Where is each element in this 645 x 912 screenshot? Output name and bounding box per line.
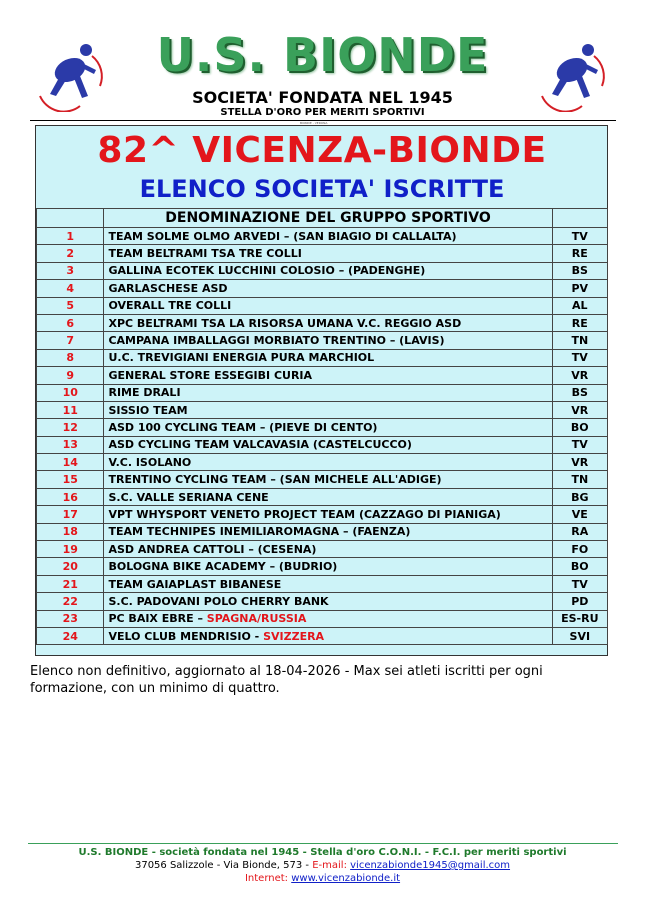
disclaimer-note: Elenco non definitivo, aggiornato al 18-04-2026 - Max sei atleti iscritti per ogni formazione, con un minimo di quattro. (30, 664, 543, 696)
table-row (37, 280, 608, 297)
fine-print: BIONDE - VERONA (300, 121, 328, 125)
header-prov-cell (552, 209, 607, 228)
team-province: BG (552, 488, 607, 505)
team-number: 15 (37, 471, 104, 488)
team-name: ASD CYCLING TEAM VALCAVASIA (CASTELCUCCO) (104, 436, 552, 453)
table-row (37, 488, 608, 505)
footer-contact (0, 860, 645, 871)
team-province: ES-RU (552, 610, 607, 627)
table-row (37, 401, 608, 418)
club-founded: SOCIETA' FONDATA NEL 1945 (192, 88, 453, 107)
list-title: ELENCO SOCIETA' ISCRITTE (139, 175, 505, 203)
team-province: BS (552, 384, 607, 401)
team-country: SPAGNA/RUSSIA (206, 612, 307, 626)
team-name: BOLOGNA BIKE ACADEMY – (BUDRIO) (104, 558, 552, 575)
team-name (104, 610, 552, 627)
team-number: 14 (37, 454, 104, 471)
table-row (37, 558, 608, 575)
team-province: VR (552, 454, 607, 471)
team-name: U.C. TREVIGIANI ENERGIA PURA MARCHIOL (104, 349, 552, 366)
team-number: 24 (37, 627, 104, 644)
team-name: OVERALL TRE COLLI (104, 297, 552, 314)
team-number: 7 (37, 332, 104, 349)
team-name: V.C. ISOLANO (104, 454, 552, 471)
header-name-cell: DENOMINAZIONE DEL GRUPPO SPORTIVO (104, 209, 552, 228)
team-number: 11 (37, 401, 104, 418)
team-province: VR (552, 401, 607, 418)
team-name (104, 627, 552, 644)
team-province: VE (552, 506, 607, 523)
footer-divider (28, 843, 618, 844)
team-number: 10 (37, 384, 104, 401)
club-award: STELLA D'ORO PER MERITI SPORTIVI (220, 107, 425, 118)
team-number: 16 (37, 488, 104, 505)
team-province: PV (552, 280, 607, 297)
team-number: 13 (37, 436, 104, 453)
team-number: 3 (37, 262, 104, 279)
team-name: TEAM SOLME OLMO ARVEDI – (SAN BIAGIO DI CALLALTA) (104, 228, 552, 245)
table-row (37, 523, 608, 540)
team-number: 22 (37, 593, 104, 610)
team-number: 8 (37, 349, 104, 366)
team-number: 1 (37, 228, 104, 245)
table-row (37, 627, 608, 644)
team-province: VR (552, 367, 607, 384)
table-row (37, 419, 608, 436)
team-number: 5 (37, 297, 104, 314)
team-name: TEAM BELTRAMI TSA TRE COLLI (104, 245, 552, 262)
table-row (37, 297, 608, 314)
team-province: BS (552, 262, 607, 279)
team-name-text: VELO CLUB MENDRISIO - (108, 629, 264, 643)
team-name: ASD 100 CYCLING TEAM – (PIEVE DI CENTO) (104, 419, 552, 436)
team-province: AL (552, 297, 607, 314)
email-label: E-mail: (312, 860, 351, 871)
team-name: TRENTINO CYCLING TEAM – (SAN MICHELE ALL'ADIGE) (104, 471, 552, 488)
team-name: TEAM GAIAPLAST BIBANESE (104, 575, 552, 592)
team-province: BO (552, 558, 607, 575)
team-province: RA (552, 523, 607, 540)
team-name: XPC BELTRAMI TSA LA RISORSA UMANA V.C. REGGIO ASD (104, 314, 552, 331)
team-province: PD (552, 593, 607, 610)
table-row (37, 575, 608, 592)
team-number: 21 (37, 575, 104, 592)
table-row (37, 332, 608, 349)
team-name: RIME DRALI (104, 384, 552, 401)
internet-label: Internet: (244, 873, 292, 884)
team-number: 20 (37, 558, 104, 575)
team-province: TV (552, 228, 607, 245)
team-number: 2 (37, 245, 104, 262)
table-row (37, 228, 608, 245)
team-province: BO (552, 419, 607, 436)
team-number: 17 (37, 506, 104, 523)
team-name: GALLINA ECOTEK LUCCHINI COLOSIO – (PADENGHE) (104, 262, 552, 279)
race-title: 82^ VICENZA-BIONDE (97, 130, 547, 171)
table-row (37, 471, 608, 488)
table-row (37, 593, 608, 610)
table-row (37, 314, 608, 331)
team-name: ASD ANDREA CATTOLI – (CESENA) (104, 541, 552, 558)
team-number: 6 (37, 314, 104, 331)
website-link[interactable]: www.vicenzabionde.it (291, 873, 401, 884)
team-name: VPT WHYSPORT VENETO PROJECT TEAM (CAZZAGO DI PIANIGA) (104, 506, 552, 523)
header-num-cell (37, 209, 104, 228)
team-name: GENERAL STORE ESSEGIBI CURIA (104, 367, 552, 384)
table-row (37, 349, 608, 366)
footer-website (0, 873, 645, 884)
team-number: 23 (37, 610, 104, 627)
team-name: S.C. VALLE SERIANA CENE (104, 488, 552, 505)
team-province: RE (552, 245, 607, 262)
team-country: SVIZZERA (263, 629, 325, 643)
club-name: U.S. BIONDE (156, 28, 489, 82)
footer-address: 37056 Salizzole - Via Bionde, 573 - (134, 860, 313, 871)
table-row (37, 384, 608, 401)
team-province: TN (552, 471, 607, 488)
table-row (37, 367, 608, 384)
team-province: TV (552, 436, 607, 453)
team-name: GARLASCHESE ASD (104, 280, 552, 297)
team-number: 18 (37, 523, 104, 540)
team-number: 19 (37, 541, 104, 558)
team-province: SVI (552, 627, 607, 644)
team-province: FO (552, 541, 607, 558)
team-name: S.C. PADOVANI POLO CHERRY BANK (104, 593, 552, 610)
team-name: CAMPANA IMBALLAGGI MORBIATO TRENTINO – (LAVIS) (104, 332, 552, 349)
team-province: TV (552, 349, 607, 366)
email-link[interactable]: vicenzabionde1945@gmail.com (350, 860, 511, 871)
team-province: RE (552, 314, 607, 331)
team-number: 4 (37, 280, 104, 297)
team-number: 12 (37, 419, 104, 436)
footer-line1: U.S. BIONDE - società fondata nel 1945 - Stella d'oro C.O.N.I. - F.C.I. per meriti sportivi (78, 847, 567, 858)
table-row (37, 454, 608, 471)
teams-table (36, 208, 608, 645)
team-name-text: PC BAIX EBRE – (108, 612, 207, 626)
team-number: 9 (37, 367, 104, 384)
team-province: TN (552, 332, 607, 349)
table-row (37, 610, 608, 627)
table-row (37, 262, 608, 279)
team-province: TV (552, 575, 607, 592)
table-row (37, 541, 608, 558)
team-name: SISSIO TEAM (104, 401, 552, 418)
table-header-row (37, 209, 608, 228)
table-row (37, 245, 608, 262)
team-name: TEAM TECHNIPES INEMILIAROMAGNA – (FAENZA) (104, 523, 552, 540)
table-row (37, 436, 608, 453)
table-row (37, 506, 608, 523)
